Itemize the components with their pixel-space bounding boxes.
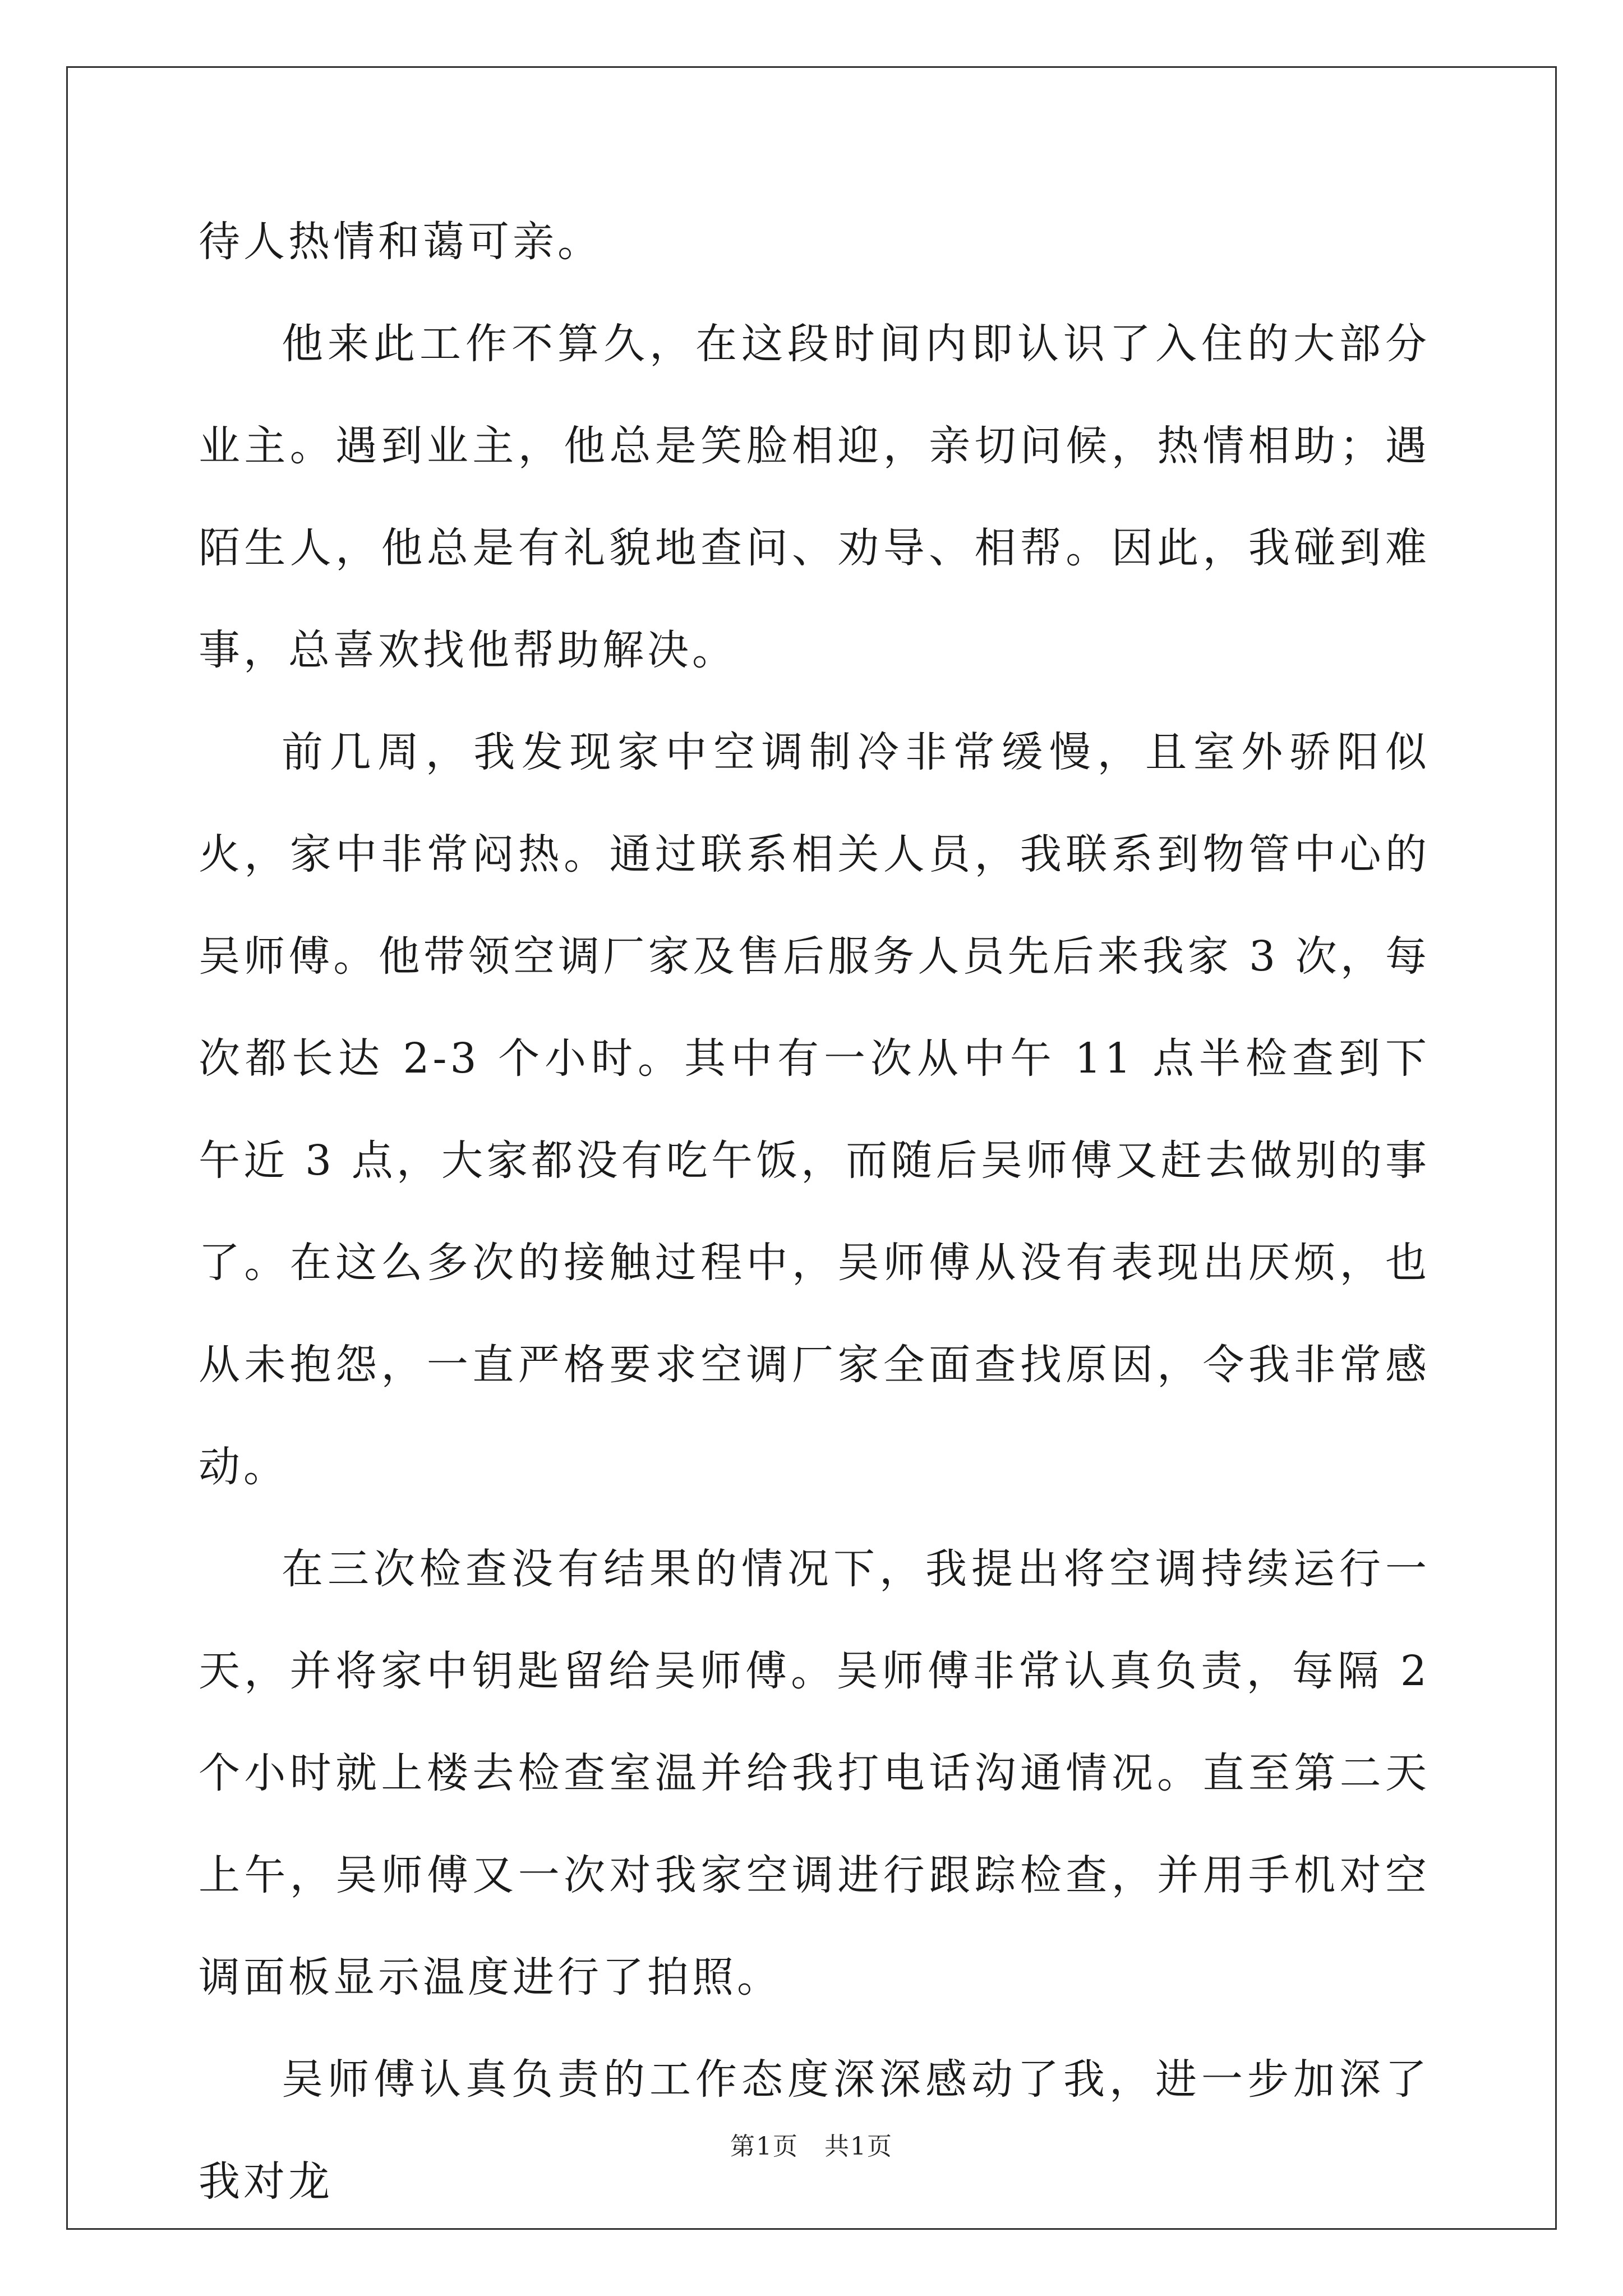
page-number-total: 共1页: [824, 2132, 893, 2161]
paragraph-1: 待人热情和蔼可亲。: [199, 218, 602, 266]
paragraph-3: 前几周，我发现家中空调制冷非常缓慢，且室外骄阳似火，家中非常闷热。通过联系相关人员，我联系到物管中心的吴师傅。他带领空调厂家及售后服务人员先后来我家 3 次，每次都长达 2-3 个小时。其中有一次从中午 11 点半检查到下午近 3 点，大家都没有吃午饭，而随后吴师傅又赶去做别的事了。在这么多次的接触过程中，吴师傅从没有表现出厌烦，也从未抱怨，一直严格要求空调厂家全面查找原因，令我非常感动。: [199, 728, 1430, 1491]
paragraph-5: 吴师傅认真负责的工作态度深深感动了我，进一步加深了我对龙: [199, 2055, 1430, 2206]
page-footer: [0, 2126, 1623, 2162]
paragraph-2: 他来此工作不算久，在这段时间内即认识了入住的大部分业主。遇到业主，他总是笑脸相迎，亲切问候，热情相助；遇陌生人，他总是有礼貌地查问、劝导、相帮。因此，我碰到难事，总喜欢找他帮助解决。: [199, 320, 1430, 674]
document-body: [199, 191, 1430, 2233]
page-number-current: 第1页: [730, 2132, 799, 2161]
paragraph-4: 在三次检查没有结果的情况下，我提出将空调持续运行一天，并将家中钥匙留给吴师傅。吴师傅非常认真负责，每隔 2 个小时就上楼去检查室温并给我打电话沟通情况。直至第二天上午，吴师傅又一次对我家空调进行跟踪检查，并用手机对空调面板显示温度进行了拍照。: [199, 1545, 1430, 2001]
